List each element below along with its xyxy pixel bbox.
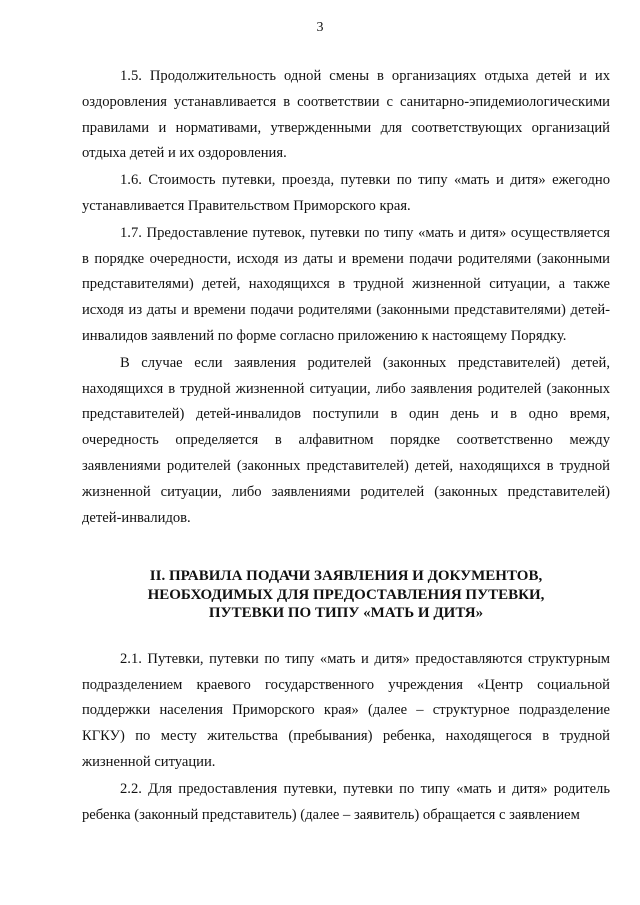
document-body (82, 64, 610, 828)
section-heading-line-1: II. ПРАВИЛА ПОДАЧИ ЗАЯВЛЕНИЯ И ДОКУМЕНТОВ, (149, 568, 543, 585)
paragraph-order-rule: В случае если заявления родителей (законных представителей) детей, находящихся в трудной жизненной ситуации, либо заявления родителей (законных представителей) детей-инвалидов поступили в один день и в одно время, очередность определяется в алфавитном порядке соответственно между заявлениями родителей (законных представителей) детей, находящихся в трудной жизненной ситуации, либо заявлениями родителей (законных представителей) детей-инвалидов. (82, 354, 610, 526)
paragraph-1-7: 1.7. Предоставление путевок, путевки по типу «мать и дитя» осуществляется в порядке очередности, исходя из даты и времени подачи родителями (законными представителями) детей, находящихся в трудной жизненной ситуации, а также исходя из даты и времени подачи родителями (законными представителями) детей-инвалидов заявлений по форме согласно приложению к настоящему Порядку. (82, 224, 610, 344)
paragraph-1-6: 1.6. Стоимость путевки, проезда, путевки по типу «мать и дитя» ежегодно устанавливается Правительством Приморского края. (82, 172, 610, 214)
section-heading-line-2: НЕОБХОДИМЫХ ДЛЯ ПРЕДОСТАВЛЕНИЯ ПУТЕВКИ, (147, 586, 545, 603)
page-number: 3 (316, 20, 324, 35)
paragraph-2-1: 2.1. Путевки, путевки по типу «мать и дитя» предоставляются структурным подразделением краевого государственного учреждения «Центр социальной поддержки населения Приморского края» (далее – структурное подразделение КГКУ) по месту жительства (пребывания) ребенка, находящегося в трудной жизненной ситуации. (82, 650, 610, 771)
section-heading-line-3: ПУТЕВКИ ПО ТИПУ «МАТЬ И ДИТЯ» (208, 605, 484, 622)
paragraph-2-2: 2.2. Для предоставления путевки, путевки по типу «мать и дитя» родитель ребенка (законный представитель) (далее – заявитель) обращается с заявлением (82, 780, 610, 823)
section-heading (82, 567, 610, 623)
paragraph-1-5: 1.5. Продолжительность одной смены в организациях отдыха детей и их оздоровления устанавливается в соответствии с санитарно-эпидемиологическими правилами и нормативами, утвержденными для соответствующих организаций отдыха детей и их оздоровления. (82, 68, 610, 162)
